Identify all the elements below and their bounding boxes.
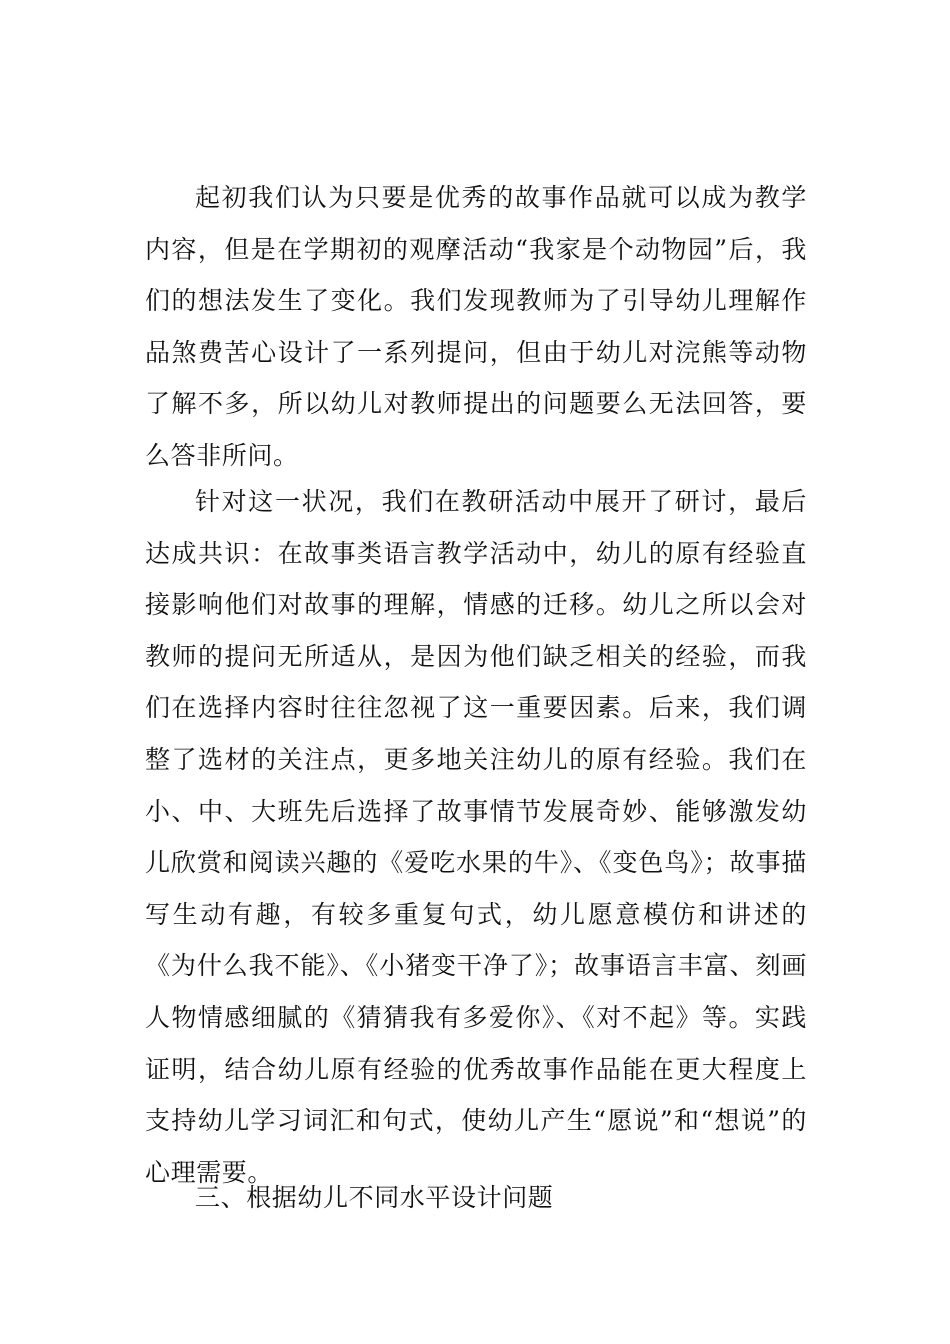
section-heading: 三、根据幼儿不同水平设计问题 <box>195 1183 554 1212</box>
body-paragraph-1: 起初我们认为只要是优秀的故事作品就可以成为教学内容，但是在学期初的观摩活动“我家是个动物园”后，我们的想法发生了变化。我们发现教师为了引导幼儿理解作品煞费苦心设计了一系列提问，但由于幼儿对浣熊等动物了解不多，所以幼儿对教师提出的问题要么无法回答，要么答非所问。 <box>145 183 807 470</box>
body-paragraph-2: 针对这一状况，我们在教研活动中展开了研讨，最后达成共识：在故事类语言教学活动中，幼儿的原有经验直接影响他们对故事的理解，情感的迁移。幼儿之所以会对教师的提问无所适从，是因为他们缺乏相关的经验，而我们在选择内容时往往忽视了这一重要因素。后来，我们调整了选材的关注点，更多地关注幼儿的原有经验。我们在小、中、大班先后选择了故事情节发展奇妙、能够激发幼儿欣赏和阅读兴趣的《爱吃水果的牛》、《变色鸟》；故事描写生动有趣，有较多重复句式，幼儿愿意模仿和讲述的《为什么我不能》、《小猪变干净了》；故事语言丰富、刻画人物情感细腻的《猜猜我有多爱你》、《对不起》等。实践证明，结合幼儿原有经验的优秀故事作品能在更大程度上支持幼儿学习词汇和句式，使幼儿产生“愿说”和“想说”的心理需要。 <box>145 487 807 1187</box>
